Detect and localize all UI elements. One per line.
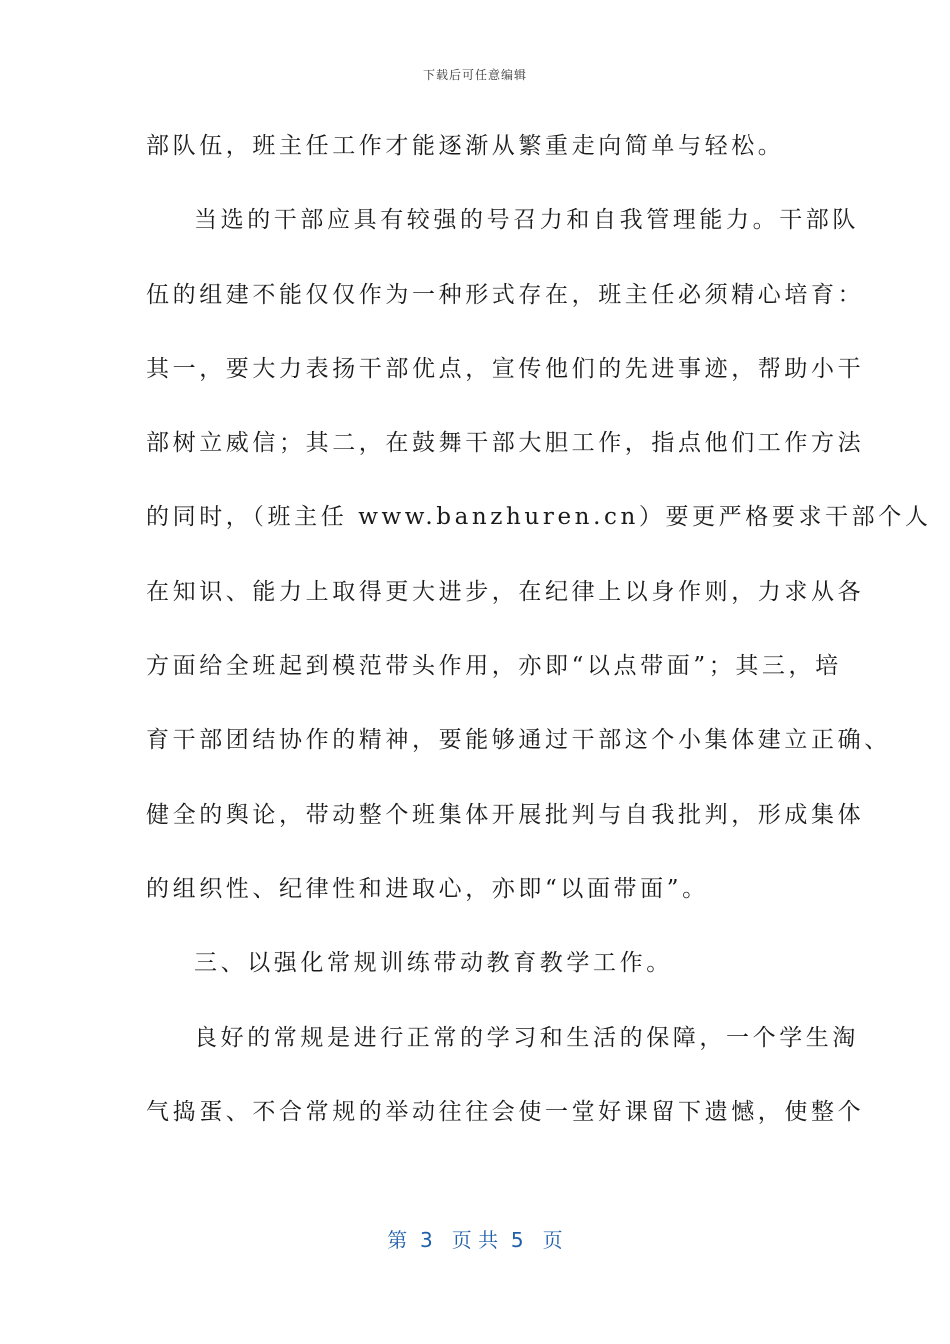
paragraph-line: 当选的干部应具有较强的号召力和自我管理能力。干部队 <box>194 207 859 234</box>
paragraph-line: 在知识、能力上取得更大进步，在纪律上以身作则，力求从各 <box>146 578 865 605</box>
paragraph-line: 伍的组建不能仅仅作为一种形式存在，班主任必须精心培育： <box>146 281 865 308</box>
page-number-footer: 第 3 页 共 5 页 <box>387 1228 563 1252</box>
document-body <box>146 123 932 1163</box>
paragraph-line: 部队伍，班主任工作才能逐渐从繁重走向简单与轻松。 <box>146 133 785 159</box>
paragraph-line: 气捣蛋、不合常规的举动往往会使一堂好课留下遗憾，使整个 <box>146 1098 865 1125</box>
page-header: 下载后可任意编辑 <box>422 68 527 82</box>
paragraph-line: 方面给全班起到模范带头作用，亦即“以点带面”；其三，培 <box>146 653 842 680</box>
paragraph-line: 的组织性、纪律性和进取心，亦即“以面带面”。 <box>146 875 709 902</box>
paragraph-line: 其一，要大力表扬干部优点，宣传他们的先进事迹，帮助小干 <box>146 355 865 382</box>
paragraph-line: 健全的舆论，带动整个班集体开展批判与自我批判，形成集体 <box>146 801 865 828</box>
section-heading: 三、以强化常规训练带动教育教学工作。 <box>194 950 673 977</box>
paragraph-line: 部树立威信；其二，在鼓舞干部大胆工作，指点他们工作方法 <box>146 430 865 457</box>
paragraph-line: 的同时，（班主任 www.banzhuren.cn）要更严格要求干部个人 <box>146 504 932 531</box>
paragraph-line: 育干部团结协作的精神，要能够通过干部这个小集体建立正确、 <box>146 727 891 754</box>
paragraph-line: 良好的常规是进行正常的学习和生活的保障，一个学生淘 <box>194 1024 859 1051</box>
